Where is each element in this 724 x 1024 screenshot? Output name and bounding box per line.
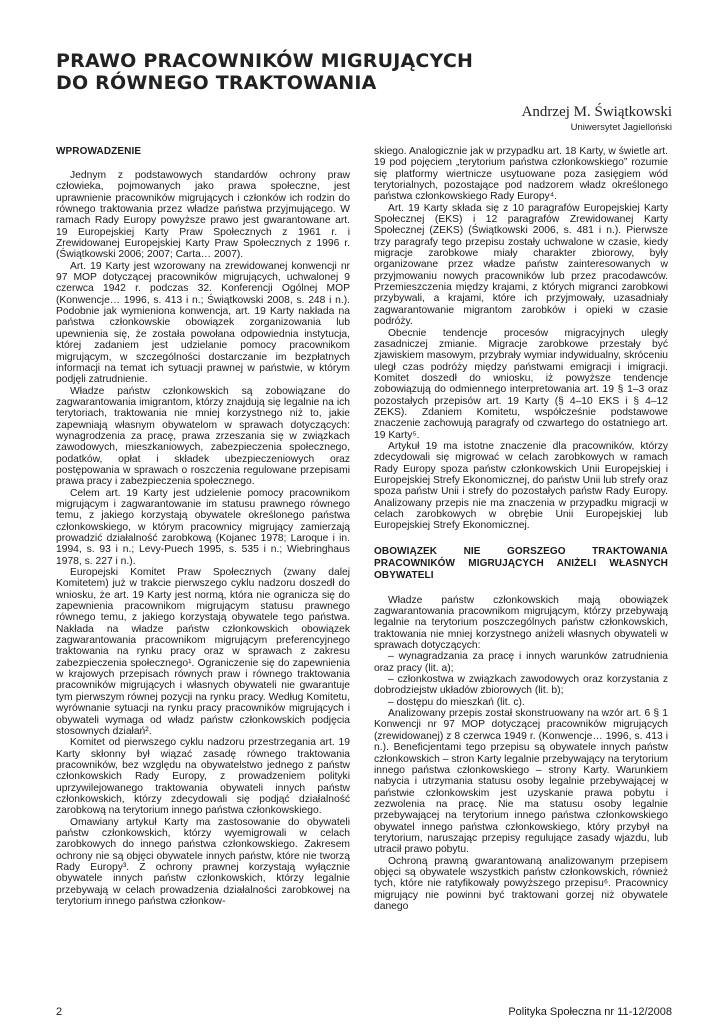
section-heading-equal-treatment: OBOWIĄZEK NIE GORSZEGO TRAKTOWANIA PRACOWNIKÓW MIGRUJĄCYCH ANIŻELI WŁASNYCH OBYWATELI (374, 545, 668, 581)
left-column (56, 146, 350, 986)
paragraph: Władze państw członkowskich są zobowiązane do zagwarantowania imigrantom, którzy znajdują się legalnie na ich terytoriach, traktowania nie mniej korzystnego niż to, jakie zapewniają własnym obywatelom w sprawach dotyczących: wynagrodzenia za pracę, prawa zrzeszania się w związkach zawodowych, mieszkaniowych, zabezpieczenia społecznego, podatków, opłat i składek ubezpieczeniowych oraz postępowania w sprawach o roszczenia regulowane przepisami prawa pracy i zabezpieczenia społecznego. (56, 385, 350, 488)
paragraph: Ochroną prawną gwarantowaną analizowanym przepisem objęci są obywatele wszystkich państw członkowskich, również tych, które nie ratyfikowały powyższego przepisu⁶. Pracownicy migrujący nie powinni być traktowani gorzej niż obywatele danego (374, 855, 668, 912)
paragraph: Władze państw członkowskich mają obowiązek zagwarantowania pracownikom migrującym, którzy przebywają legalnie na terytorium poszczególnych państw członkowskich, traktowania nie mniej korzystnego aniżeli własnych obywateli w sprawach dotyczących: (374, 594, 668, 652)
section-heading-intro: WPROWADZENIE (56, 146, 142, 157)
journal-footer: Polityka Społeczna nr 11-12/2008 (508, 1006, 672, 1018)
paragraph: Omawiany artykuł Karty ma zastosowanie do obywateli państw członkowskich, którzy wyemigrowali w celach zarobkowych do innego państwa członkowskiego. Zakresem ochrony nie są objęci obywatele innych państw, które nie tworzą Rady Europy³. Z ochrony prawnej korzystają wyłącznie obywatele innych państw członkowskich, którzy legalnie przebywają w celach prowadzenia działalności zarobkowej na terytorium innego państwa członkow- (56, 816, 350, 907)
paragraph: Art. 19 Karty jest wzorowany na zrewidowanej konwencji nr 97 MOP dotyczącej pracowników migrujących, uchwalonej 9 czerwca 1942 r. podczas 32. Konferencji Ogólnej MOP (Konwencje… 1996, s. 413 i n.; Świątkowski 2008, s. 248 i n.). Podobnie jak wymieniona konwencja, art. 19 Karty nakłada na państwa członkowskie obowiązek zorganizowania lub upewnienia się, że została powołana odpowiednia instytucja, której zadaniem jest udzielanie pomocy pracownikom migrującym, w szczególności dostarczanie im bezpłatnych informacji na temat ich sytuacji prawnej w państwie, w którym podjęli zatrudnienie. (56, 260, 350, 386)
paragraph: Art. 19 Karty składa się z 10 paragrafów Europejskiej Karty Społecznej (EKS) i 12 paragrafów Zrewidowanej Karty Społecznej (ZEKS) (Świątkowski 2006, s. 481 i n.). Pierwsze trzy paragrafy tego przepisu zostały uchwalone w czasie, kiedy migracje zarobkowe miały charakter zbiorowy, były organizowane przez władze państw zainteresowanych w przyjmowaniu nowych pracowników lub przez pracodawców. Przemieszczenia między krajami, z których migranci zarobkowi przybywali, a krajami, które ich przyjmowały, uzasadniały zagwarantowanie migrantom zarobków i opieki w czasie podróży. (374, 202, 668, 328)
title-line-2: DO RÓWNEGO TRAKTOWANIA (56, 72, 377, 94)
paragraph: Obecnie tendencje procesów migracyjnych uległy zasadniczej zmianie. Migracje zarobkowe przestały być zjawiskiem masowym, przybrały wymiar indywidualny, skróceniu uległ czas podróży między państwami emigracji i imigracji. Komitet doszedł do wniosku, iż powyższe tendencje zobowiązują do odmiennego interpretowania art. 19 § 1–3 oraz pozostałych przepisów art. 19 Karty (§ 4–10 EKS i § 4–12 ZEKS). Zdaniem Komitetu, współcześnie podstawowe znaczenie zachowują paragrafy od czwartego do ostatniego art. 19 Karty⁵. (374, 327, 668, 441)
page-number: 2 (56, 1006, 63, 1018)
list-item: – dostępu do mieszkań (lit. c). (388, 696, 525, 708)
paragraph: skiego. Analogicznie jak w przypadku art. 18 Karty, w świetle art. 19 pod pojęciem „terytorium państwa członkowskiego” rozumie się platformy wiertnicze usytuowane poza zasięgiem wód terytorialnych, pozostające pod nadzorem władz określonego państwa członkowskiego Rady Europy⁴. (374, 146, 668, 203)
paragraph: Jednym z podstawowych standardów ochrony praw człowieka, pojmowanych jako prawa społeczne, jest uprawnienie pracowników migrujących i członków ich rodzin do równego traktowania przez władze państwa przyjmującego. W ramach Rady Europy powyższe prawo jest gwarantowane art. 19 Europejskiej Karty Praw Społecznych z 1961 r. i Zrewidowanej Europejskiej Karty Praw Społecznych z 1996 r. (Świątkowski 2006; 2007; Carta… 2007). (56, 170, 350, 261)
author-name: Andrzej M. Świątkowski (521, 104, 672, 120)
paragraph: Analizowany przepis został skonstruowany na wzór art. 6 § 1 Konwencji nr 97 MOP dotyczącej pracowników migrujących (zrewidowanej) z 8 czerwca 1949 r. (Konwencje… 1996, s. 413 i n.). Beneficjentami tego przepisu są obywatele innych państw członkowskich – stron Karty legalnie przebywający na terytorium innego państwa członkowskiego – strony Karty. Warunkiem nabycia i utrzymania statusu osoby legalnie przebywającej w państwie członkowskim jest uzyskanie prawa pobytu i zezwolenia na pracę. Nie ma statusu osoby legalnie przebywającej na terytorium innego państwa członkowskiego obywatel innego państwa członkowskiego, który przybył na terytorium, naruszając przepisy regulujące zasady wjazdu, lub utracił prawo pobytu. (374, 708, 668, 856)
author-block (522, 104, 672, 134)
article-title (56, 50, 616, 94)
paragraph: Europejski Komitet Praw Społecznych (zwany dalej Komitetem) już w trakcie pierwszego cyklu nadzoru doszedł do wniosku, że art. 19 Karty jest normą, która nie ogranicza się do zapewnienia pracownikom migrującym statusu prawnego równego temu, z jakiego korzystają obywatele tego państwa. Nakłada na władze państw członkowskich obowiązek zagwarantowania pracownikom migrującym preferencyjnego traktowania na rynku pracy oraz w sprawach z zakresu zabezpieczenia społecznego¹. Ograniczenie się do zapewnienia w krajowych przepisach równych praw i równego traktowania pracowników migrujących i własnych obywateli nie gwarantuje tym pierwszym równej pozycji na rynku pracy. Według Komitetu, wyrównanie sytuacji na rynku pracy pracowników migrujących i obywateli wymaga od władz państw członkowskich podjęcia stosownych działań². (56, 567, 350, 737)
paragraph: Komitet od pierwszego cyklu nadzoru przestrzegania art. 19 Karty skłonny był wiązać zasadę równego traktowania pracowników, bez względu na obywatelstwo jednego z państw członkowskich Rady Europy, z prowadzeniem polityki uprzywilejowanego traktowania obywateli innych państw członkowskich, którzy zdecydowali się podjąć działalność zarobkową na terytorium innego państwa członkowskiego. (56, 737, 350, 817)
paragraph: Celem art. 19 Karty jest udzielenie pomocy pracownikom migrującym i zagwarantowanie im statusu prawnego równego temu, z jakiego korzystają obywatele określonego państwa członkowskiego, w którym pracownicy migrujący zamierzają prowadzić działalność zarobkową (Kojanec 1978; Laroque i in. 1994, s. 93 i n.; Levy-Puech 1995, s. 535 i n.; Wiebringhaus 1978, s. 227 i n.). (56, 487, 350, 567)
list-item: – wynagradzania za pracę i innych warunków zatrudnienia oraz pracy (lit. a); (374, 651, 668, 674)
right-column (374, 146, 668, 986)
paragraph: Artykuł 19 ma istotne znaczenie dla pracowników, którzy zdecydowali się migrować w celach zarobkowych w ramach Rady Europy spoza państw członkowskich Unii Europejskiej i Europejskiej Strefy Ekonomicznej, do państw Unii lub strefy oraz spoza państw Unii i strefy do pozostałych państw Rady Europy. Analizowany przepis nie ma znaczenia w przypadku migracji w celach zarobkowych w obrębie Unii Europejskiej lub Europejskiej Strefy Ekonomicznej. (374, 440, 668, 532)
list-item: – członkostwa w związkach zawodowych oraz korzystania z dobrodziejstw układów zbiorowych (lit. b); (374, 674, 668, 697)
author-affiliation: Uniwersytet Jagielloński (570, 122, 672, 133)
title-line-1: PRAWO PRACOWNIKÓW MIGRUJĄCYCH (56, 50, 474, 72)
